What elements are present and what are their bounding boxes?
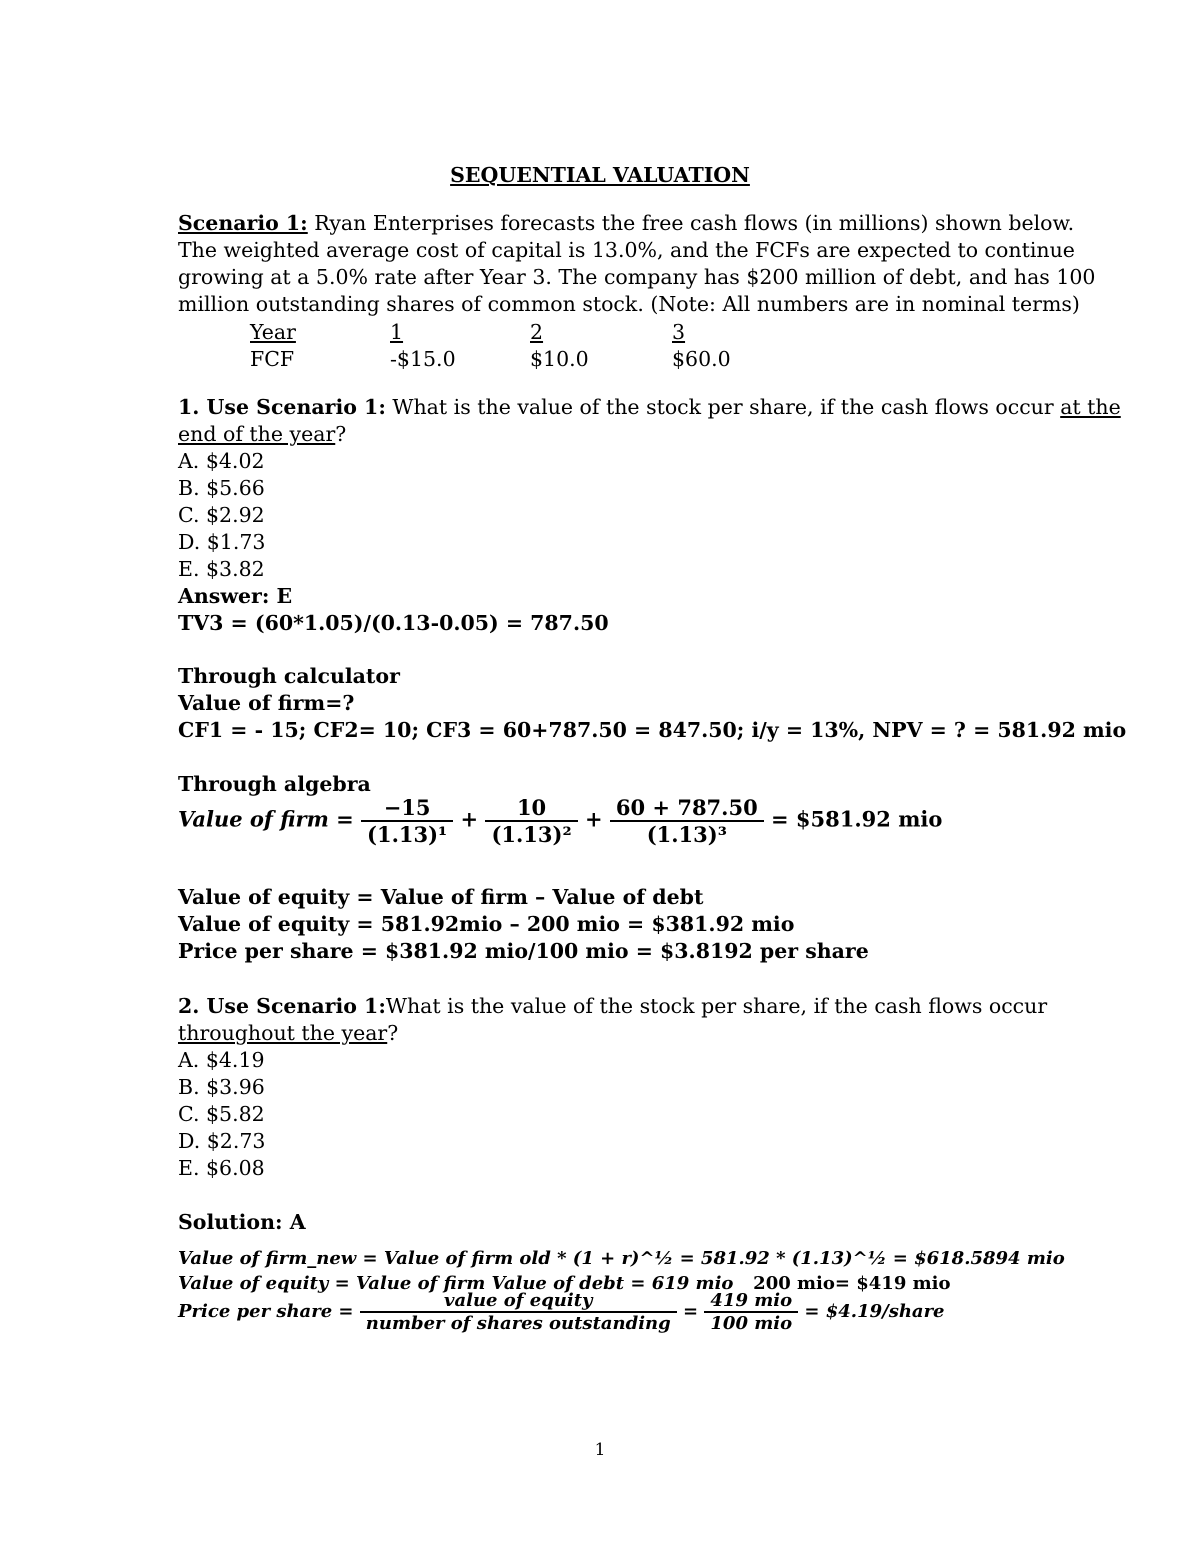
page-title: SEQUENTIAL VALUATION [450,163,750,187]
page-number: 1 [594,1440,606,1460]
table-cell-fcf-2: $10.0 [530,347,589,371]
q1-algebra-heading: Through algebra [178,772,371,796]
q2-text: What is the value of the stock per share, if the cash flows occur [385,994,1048,1018]
q1-calculator-value: Value of firm=? [178,691,355,715]
scenario-label: Scenario 1: [178,211,308,235]
eq-den-3: (1.13)³ [646,822,727,847]
scenario-line-4: million outstanding shares of common stock. (Note: All numbers are in nominal terms) [178,292,1080,316]
q1-price-line: Price per share = $381.92 mio/100 mio = $3.8192 per share [178,939,869,963]
q1-calculator-line: CF1 = - 15; CF2= 10; CF3 = 60+787.50 = 847.50; i/y = 13%, NPV = ? = 581.92 mio [178,718,1127,742]
q1-option-e: E. $3.82 [178,557,265,581]
q1-label: 1. Use Scenario 1: [178,395,386,419]
eq-fraction-3 [610,795,764,847]
q2-formula-equity-b: 200 mio= $419 mio [753,1273,951,1294]
f3-num-2: 419 mio [704,1290,798,1313]
eq-den-1: (1.13)¹ [367,822,448,847]
q1-text: What is the value of the stock per share, if the cash flows occur [385,395,1061,419]
eq-fraction-1 [361,795,453,847]
q2-solution: Solution: A [178,1210,306,1234]
eq-lhs: Value of firm = [178,806,354,832]
q1-answer: Answer: E [178,584,293,608]
q1-terminal-value: TV3 = (60*1.05)/(0.13-0.05) = 787.50 [178,611,609,635]
f3-lhs: Price per share = [178,1301,354,1322]
q2-option-e: E. $6.08 [178,1156,265,1180]
scenario-line-2: The weighted average cost of capital is 13.0%, and the FCFs are expected to continue [178,238,1075,262]
f3-num-1: value of equity [360,1290,677,1313]
f3-fraction-2 [704,1290,798,1334]
q2-formula-firm: Value of firm_new = Value of firm old * (1 + r)^½ = 581.92 * (1.13)^½ = $618.5894 mio [178,1248,1065,1269]
q2-line-1 [178,993,1047,1020]
q2-line-2 [178,1020,398,1047]
eq-num-3: 60 + 787.50 [610,795,764,822]
q1-option-c: C. $2.92 [178,503,265,527]
scenario-text-1: Ryan Enterprises forecasts the free cash flows (in millions) shown below. [307,211,1075,235]
f3-eq: = [683,1301,699,1322]
q1-option-b: B. $5.66 [178,476,265,500]
q1-equity-line-1: Value of equity = Value of firm – Value of debt [178,885,704,909]
f3-rhs: = $4.19/share [804,1301,945,1322]
f3-den-2: 100 mio [710,1313,793,1334]
q1-equity-line-2: Value of equity = 581.92mio – 200 mio = $381.92 mio [178,912,795,936]
scenario-line-3: growing at a 5.0% rate after Year 3. The company has $200 million of debt, and has 100 [178,265,1096,289]
table-header-1: 1 [390,320,404,344]
q1-underlined-1: at the [1060,395,1121,419]
q2-underlined: throughout the year [178,1021,388,1045]
eq-fraction-2 [485,795,577,847]
q1-qmark: ? [335,422,347,446]
q2-option-c: C. $5.82 [178,1102,265,1126]
q2-option-b: B. $3.96 [178,1075,265,1099]
q1-line-2 [178,421,346,448]
q2-label: 2. Use Scenario 1: [178,994,386,1018]
q2-option-a: A. $4.19 [178,1048,265,1072]
table-cell-fcf-1: -$15.0 [390,347,456,371]
table-cell-fcf-3: $60.0 [672,347,731,371]
q2-formula-price [178,1290,945,1334]
q2-formula-equity-a: Value of equity = Value of firm Value of debt = 619 mio [178,1273,734,1294]
q1-option-d: D. $1.73 [178,530,266,554]
q1-line-1 [178,394,1121,421]
q2-qmark: ? [387,1021,399,1045]
q1-option-a: A. $4.02 [178,449,265,473]
table-header-3: 3 [672,320,686,344]
q2-option-d: D. $2.73 [178,1129,266,1153]
scenario-line-1 [178,210,1074,237]
table-cell-fcf-label: FCF [250,347,295,371]
table-header-2: 2 [530,320,544,344]
eq-rhs: = $581.92 mio [771,806,943,832]
eq-num-2: 10 [485,795,577,822]
eq-den-2: (1.13)² [491,822,572,847]
q1-algebra-equation: Value of firm = $\frac{-15}{\text{(1.13)¹}}$ + $\frac{10}{\text{(1.13)²}}$ + $\frac{60 + 787.50}{\text{(1.13)³}}$ = $581.92 mio [178,795,943,847]
f3-fraction-1 [360,1290,677,1334]
f3-den-1: number of shares outstanding [365,1313,671,1334]
q1-underlined-2: end of the year [178,422,336,446]
eq-num-1: −15 [361,795,453,822]
table-header-year: Year [250,320,296,344]
q1-calculator-heading: Through calculator [178,664,400,688]
